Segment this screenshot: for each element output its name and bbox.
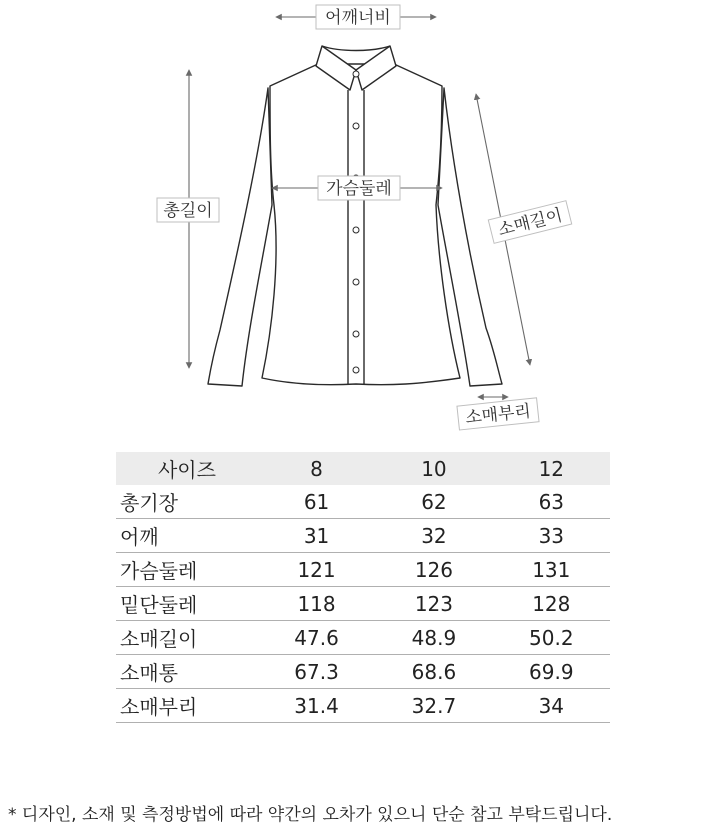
table-cell: 67.3 xyxy=(258,655,375,689)
size-header-value: 8 xyxy=(258,452,375,485)
total-length-label: 총길이 xyxy=(163,201,213,221)
table-row xyxy=(116,621,610,655)
table-cell: 118 xyxy=(258,587,375,621)
table-cell: 32 xyxy=(375,519,492,553)
table-cell: 63 xyxy=(493,485,610,519)
table-cell: 33 xyxy=(493,519,610,553)
disclaimer-footnote: * 디자인, 소재 및 측정방법에 따라 약간의 오차가 있으니 단순 참고 부탁드립니다. xyxy=(8,805,613,825)
table-cell: 128 xyxy=(493,587,610,621)
table-cell: 31.4 xyxy=(258,689,375,723)
table-cell: 68.6 xyxy=(375,655,492,689)
table-cell: 48.9 xyxy=(375,621,492,655)
table-cell: 47.6 xyxy=(258,621,375,655)
table-cell: 62 xyxy=(375,485,492,519)
table-row xyxy=(116,655,610,689)
table-cell: 123 xyxy=(375,587,492,621)
size-header-value: 12 xyxy=(493,452,610,485)
size-header-value: 10 xyxy=(375,452,492,485)
chest-label: 가슴둘레 xyxy=(326,179,392,199)
table-cell: 126 xyxy=(375,553,492,587)
table-row xyxy=(116,689,610,723)
table-cell: 34 xyxy=(493,689,610,723)
table-row xyxy=(116,519,610,553)
table-cell: 50.2 xyxy=(493,621,610,655)
table-row xyxy=(116,485,610,519)
cuff-label: 소매부리 xyxy=(464,401,532,429)
row-label: 가슴둘레 xyxy=(116,553,258,587)
sleeve-length-label: 소매길이 xyxy=(495,205,565,241)
size-header-label: 사이즈 xyxy=(116,452,258,485)
table-row xyxy=(116,587,610,621)
table-cell: 121 xyxy=(258,553,375,587)
row-label: 밑단둘레 xyxy=(116,587,258,621)
row-label: 소매통 xyxy=(116,655,258,689)
row-label: 총기장 xyxy=(116,485,258,519)
table-row xyxy=(116,553,610,587)
table-cell: 131 xyxy=(493,553,610,587)
row-label: 어깨 xyxy=(116,519,258,553)
size-chart-table xyxy=(116,452,610,723)
table-cell: 31 xyxy=(258,519,375,553)
shoulder-label: 어깨너비 xyxy=(325,8,391,28)
table-cell: 32.7 xyxy=(375,689,492,723)
table-cell: 69.9 xyxy=(493,655,610,689)
table-cell: 61 xyxy=(258,485,375,519)
row-label: 소매부리 xyxy=(116,689,258,723)
row-label: 소매길이 xyxy=(116,621,258,655)
table-header-row xyxy=(116,452,610,485)
